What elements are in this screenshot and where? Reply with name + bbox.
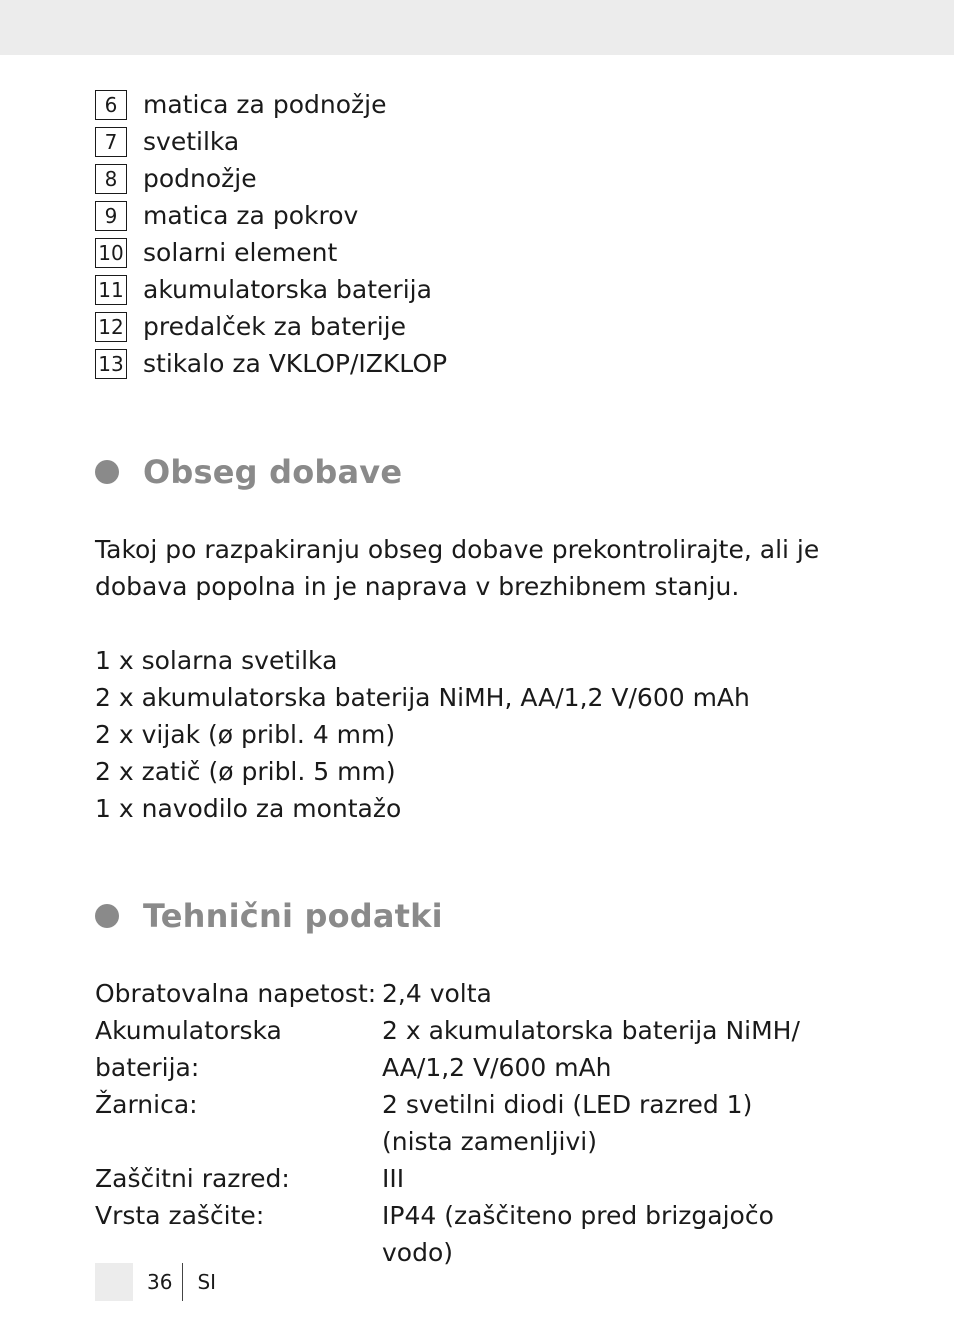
footer-divider <box>182 1263 183 1301</box>
scope-intro <box>95 531 819 605</box>
part-number-box: 8 <box>95 164 127 194</box>
part-label: predalček za baterije <box>143 312 406 341</box>
bullet-icon <box>95 460 119 484</box>
part-number-box: 11 <box>95 275 127 305</box>
table-row <box>95 1012 852 1086</box>
header-band <box>0 0 954 55</box>
bullet-icon <box>95 904 119 928</box>
technical-heading <box>95 897 443 935</box>
part-number-box: 10 <box>95 238 127 268</box>
list-item: 1 x solarna svetilka <box>95 646 338 675</box>
part-label: podnožje <box>143 164 257 193</box>
part-label: akumulatorska baterija <box>143 275 432 304</box>
list-item <box>95 345 447 382</box>
spec-label: Akumulatorska baterija: <box>95 1016 282 1082</box>
part-label: matica za pokrov <box>143 201 359 230</box>
part-number-box: 6 <box>95 90 127 120</box>
footer-marker <box>95 1263 133 1301</box>
list-item <box>95 271 447 308</box>
table-row <box>95 975 852 1012</box>
spec-value-line: 2,4 volta <box>382 979 492 1008</box>
list-item <box>95 197 447 234</box>
spec-table <box>95 975 852 1271</box>
part-number-box: 7 <box>95 127 127 157</box>
language-code: SI <box>197 1270 217 1294</box>
part-label: matica za podnožje <box>143 90 387 119</box>
spec-label: Zaščitni razred: <box>95 1164 290 1193</box>
parts-list <box>95 86 447 382</box>
part-number-box: 13 <box>95 349 127 379</box>
spec-value <box>382 1086 852 1160</box>
list-item <box>95 160 447 197</box>
spec-value <box>382 1197 852 1271</box>
scope-items <box>95 642 750 827</box>
spec-value <box>382 975 852 1012</box>
spec-value-line: 2 svetilni diodi (LED razred 1) <box>382 1090 753 1119</box>
section-title: Tehnični podatki <box>143 897 443 935</box>
list-item: 2 x akumulatorska baterija NiMH, AA/1,2 V/600 mAh <box>95 683 750 712</box>
spec-label: Žarnica: <box>95 1090 198 1119</box>
list-item: 2 x zatič (ø pribl. 5 mm) <box>95 757 396 786</box>
spec-value-line: (nista zamenljivi) <box>382 1127 597 1156</box>
part-label: svetilka <box>143 127 240 156</box>
intro-line: Takoj po razpakiranju obseg dobave prekontrolirajte, ali je <box>95 535 820 564</box>
spec-label: Obratovalna napetost: <box>95 979 377 1008</box>
spec-label: Vrsta zaščite: <box>95 1201 265 1230</box>
spec-value-line: IP44 (zaščiteno pred brizgajočo vodo) <box>382 1201 774 1267</box>
table-row <box>95 1160 852 1197</box>
table-row <box>95 1197 852 1271</box>
part-label: solarni element <box>143 238 338 267</box>
part-label: stikalo za VKLOP/IZKLOP <box>143 349 448 378</box>
list-item: 1 x navodilo za montažo <box>95 794 402 823</box>
spec-value-line: AA/1,2 V/600 mAh <box>382 1053 612 1082</box>
spec-value <box>382 1160 852 1197</box>
list-item <box>95 234 447 271</box>
list-item <box>95 123 447 160</box>
list-item <box>95 308 447 345</box>
part-number-box: 12 <box>95 312 127 342</box>
spec-value-line: 2 x akumulatorska baterija NiMH/ <box>382 1016 800 1045</box>
scope-heading <box>95 453 402 491</box>
intro-line: dobava popolna in je naprava v brezhibnem stanju. <box>95 572 740 601</box>
spec-value <box>382 1012 852 1086</box>
page-footer <box>95 1263 216 1301</box>
page-number: 36 <box>147 1270 173 1294</box>
section-title: Obseg dobave <box>143 453 403 491</box>
spec-value-line: III <box>382 1164 405 1193</box>
list-item: 2 x vijak (ø pribl. 4 mm) <box>95 720 396 749</box>
part-number-box: 9 <box>95 201 127 231</box>
list-item <box>95 86 447 123</box>
table-row <box>95 1086 852 1160</box>
